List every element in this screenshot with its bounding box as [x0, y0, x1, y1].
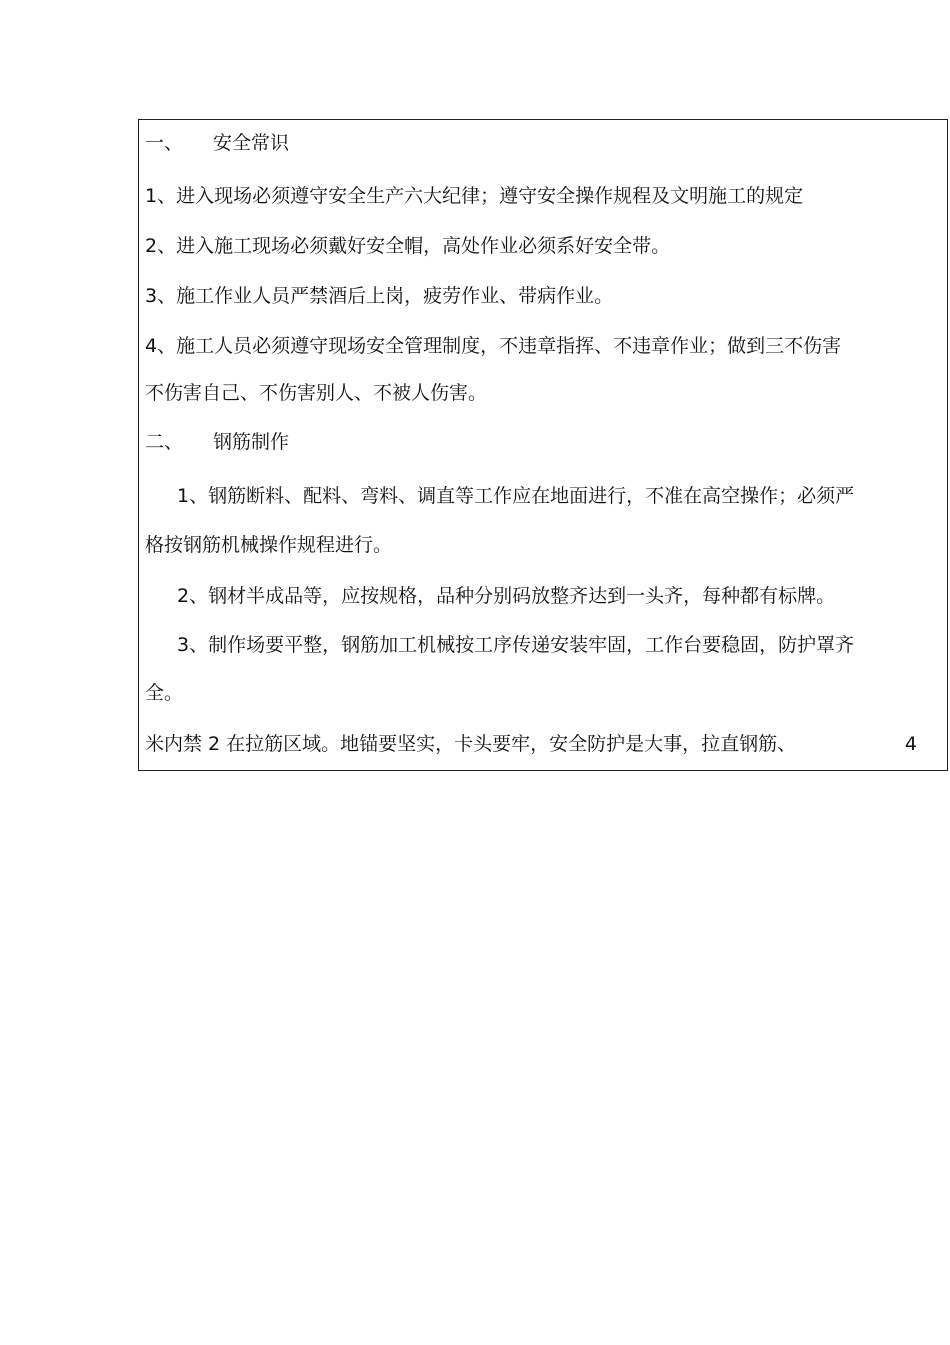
section1-item-1: 1、进入现场必须遵守安全生产六大纪律；遵守安全操作规程及文明施工的规定: [145, 185, 804, 207]
section2-last-line: [145, 732, 947, 756]
section2-last-line-text: 米内禁 2 在拉筋区域。地锚要坚实，卡头要牢，安全防护是大事，拉直钢筋、: [145, 733, 797, 755]
section1-item-2: 2、进入施工现场必须戴好安全帽，高处作业必须系好安全带。: [145, 235, 671, 257]
section1-title: 安全常识: [213, 132, 290, 154]
section2-title: 钢筋制作: [213, 431, 290, 453]
section2-number: 二、: [145, 431, 184, 453]
section2-item-1: 1、钢筋断料、配料、弯料、调直等工作应在地面进行，不准在高空操作；必须严: [177, 485, 855, 507]
section1-item-3: 3、施工作业人员严禁酒后上岗，疲劳作业、带病作业。: [145, 285, 614, 307]
section1-number: 一、: [145, 132, 184, 154]
section2-item-3-continued: 全。: [145, 682, 184, 704]
section2-heading: [145, 430, 289, 454]
section1-item-4: 4、施工人员必须遵守现场安全管理制度，不违章指挥、不违章作业；做到三不伤害: [145, 335, 842, 357]
document-table-cell: [138, 119, 948, 771]
section2-item-2: 2、钢材半成品等，应按规格，品种分别码放整齐达到一头齐，每种都有标牌。: [177, 585, 836, 607]
section1-item-4-continued: 不伤害自己、不伤害别人、不被人伤害。: [145, 382, 488, 404]
section2-item-1-continued: 格按钢筋机械操作规程进行。: [145, 534, 393, 556]
section2-last-line-tail: 4: [904, 733, 917, 755]
section2-item-3: 3、制作场要平整，钢筋加工机械按工序传递安装牢固，工作台要稳固，防护罩齐: [177, 634, 855, 656]
section1-heading: [145, 131, 289, 155]
